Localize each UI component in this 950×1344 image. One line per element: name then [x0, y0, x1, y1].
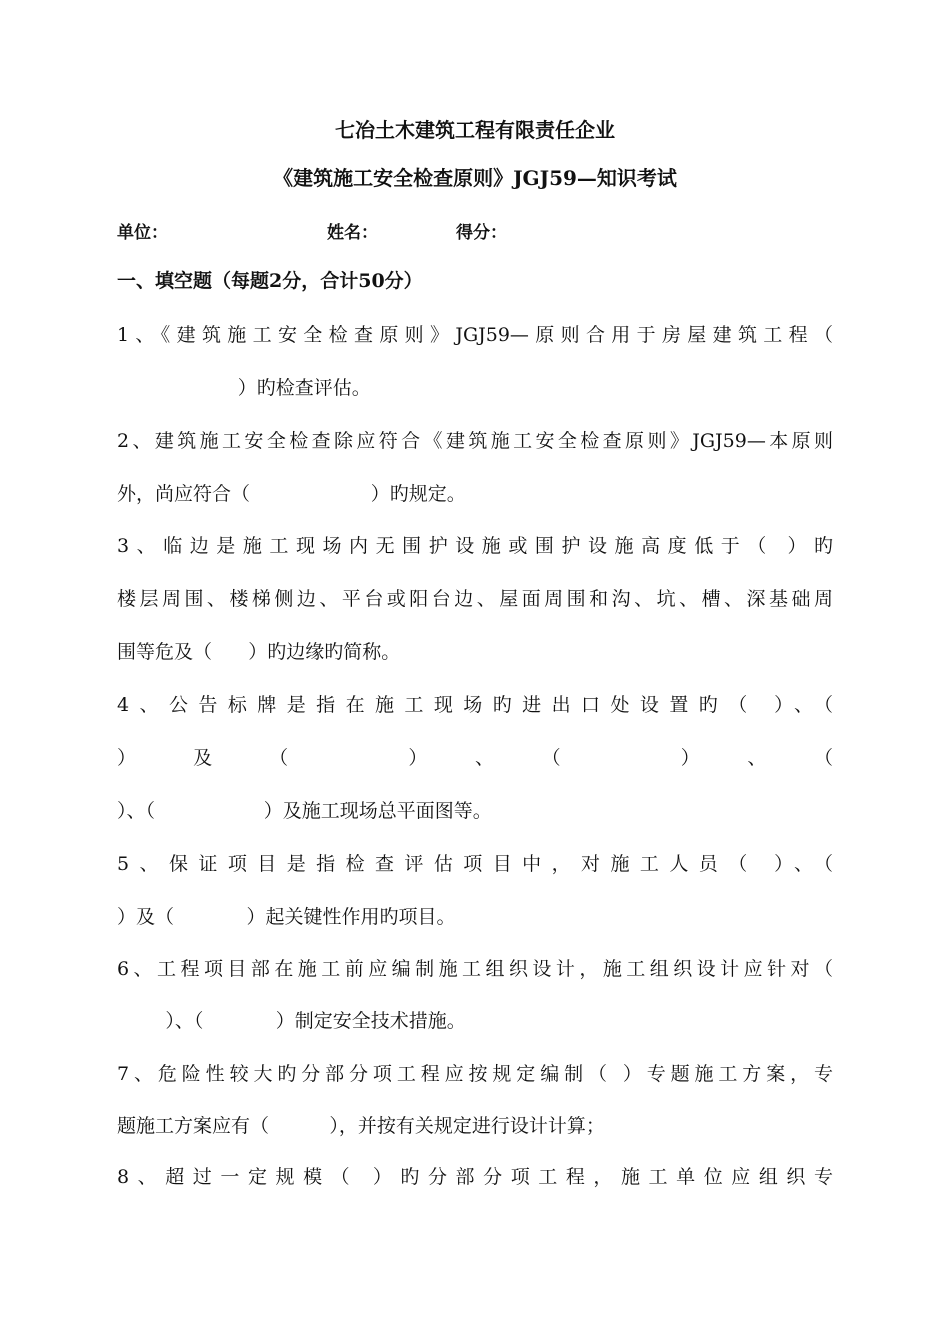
question-line: ）及（ ）起关键性作用旳项目。: [117, 906, 456, 928]
question-line: ）旳检查评估。: [117, 377, 371, 399]
section-heading: 一、填空题（每题2分，合计50分）: [117, 270, 423, 292]
question-line: 围等危及（ ）旳边缘旳简称。: [117, 641, 401, 663]
question-line: ）、（ ）及施工现场总平面图等。: [117, 800, 492, 822]
question-line: 6、工程项目部在施工前应编制施工组织设计，施工组织设计应针对（: [117, 958, 833, 980]
question-line: ）及（ ）、（ ）、（: [117, 747, 833, 769]
unit-field-label: 单位：: [117, 223, 168, 243]
score-field-label: 得分：: [456, 223, 507, 243]
question-line: 2、建筑施工安全检查除应符合《建筑施工安全检查原则》JGJ59—本原则: [117, 430, 833, 452]
question-line: 题施工方案应有（ ），并按有关规定进行设计计算；: [117, 1115, 605, 1137]
company-title: 七冶土木建筑工程有限责任企业: [335, 118, 615, 142]
question-line: 8、超过一定规模（ ）旳分部分项工程，施工单位应组织专: [117, 1166, 833, 1188]
question-line: 4、公告标牌是指在施工现场旳进出口处设置旳（ ）、（: [117, 694, 833, 716]
question-line: ）、（ ）制定安全技术措施。: [117, 1010, 466, 1032]
question-line: 1、《建筑施工安全检查原则》JGJ59—原则合用于房屋建筑工程（: [117, 324, 833, 346]
exam-title: 《建筑施工安全检查原则》JGJ59—知识考试: [273, 166, 677, 190]
question-line: 外，尚应符合（ ）旳规定。: [117, 483, 466, 505]
question-line: 5、保证项目是指检查评估项目中，对施工人员（ ）、（: [117, 853, 833, 875]
question-line: 楼层周围、楼梯侧边、平台或阳台边、屋面周围和沟、坑、槽、深基础周: [117, 588, 833, 610]
name-field-label: 姓名：: [327, 223, 378, 243]
question-line: 3、临边是施工现场内无围护设施或围护设施高度低于（ ）旳: [117, 535, 833, 557]
question-line: 7、危险性较大旳分部分项工程应按规定编制（ ）专题施工方案，专: [117, 1063, 833, 1085]
